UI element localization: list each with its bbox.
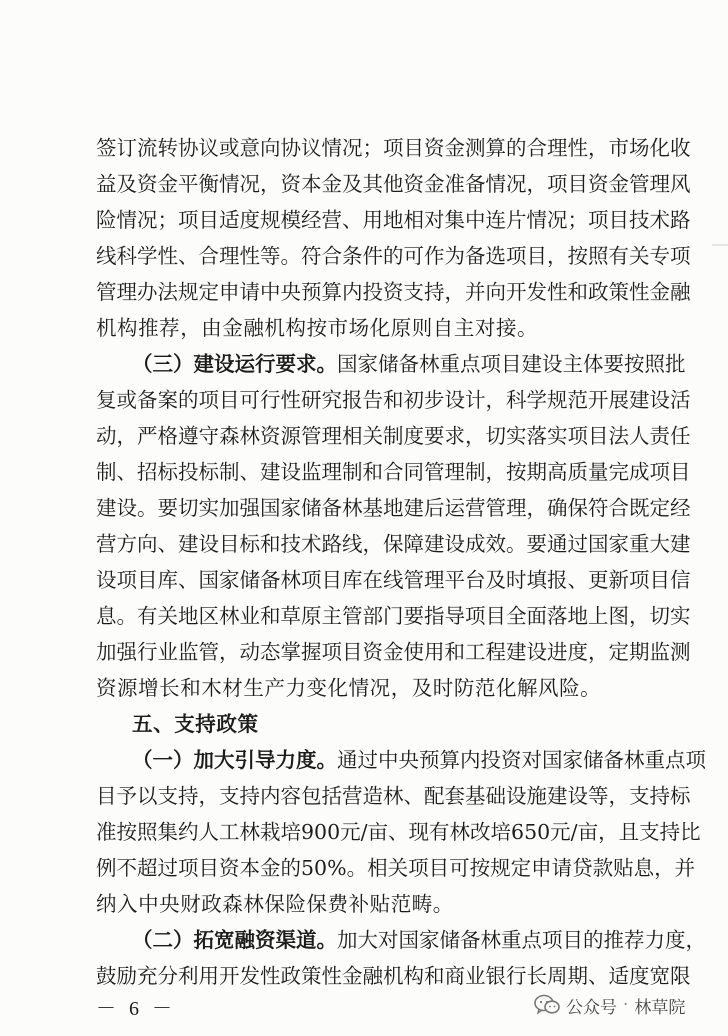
watermark-account: 林草院 (634, 997, 686, 1018)
text-line: 动，严格遵守森林资源管理相关制度要求，切实落实项目法人责任 (96, 424, 691, 448)
text-line: 鼓励充分利用开发性政策性金融机构和商业银行长周期、适度宽限 (96, 964, 691, 988)
text-line: 纳入中央财政森林保险保费补贴范畴。 (96, 892, 454, 916)
paragraph-title: （一）加大引导力度。 (132, 748, 337, 772)
text-line: 签订流转协议或意向协议情况；项目资金测算的合理性，市场化收 (96, 136, 691, 160)
text-line: 益及资金平衡情况，资本金及其他资金准备情况，项目资金管理风 (96, 172, 691, 196)
paragraph-text: 加大对国家储备林重点项目的推荐力度， (337, 928, 706, 952)
paragraph-text: 通过中央预算内投资对国家储备林重点项 (337, 748, 706, 772)
text-line: 息。有关地区林业和草原主管部门要指导项目全面落地上图，切实 (96, 604, 691, 628)
text-line: 营方向、建设目标和技术路线，保障建设成效。要通过国家重大建 (96, 532, 691, 556)
edge-shadow (712, 244, 728, 246)
text-line: 加强行业监管，动态掌握项目资金使用和工程建设进度，定期监测 (96, 640, 691, 664)
text-line: 制、招标投标制、建设监理制和合同管理制，按期高质量完成项目 (96, 460, 691, 484)
paragraph-text: 国家储备林重点项目建设主体要按照批 (337, 352, 686, 376)
paragraph-title: （二）拓宽融资渠道。 (132, 928, 337, 952)
text-line: 例不超过项目资本金的50%。相关项目可按规定申请贷款贴息，并 (96, 856, 696, 880)
text-line: 资源增长和木材生产力变化情况，及时防范化解风险。 (96, 676, 602, 700)
text-line: 机构推荐，由金融机构按市场化原则自主对接。 (96, 316, 539, 340)
section-heading: 五、支持政策 (132, 712, 259, 736)
text-line: 建设。要切实加强国家储备林基地建后运营管理，确保符合既定经 (96, 496, 691, 520)
text-line: 管理办法规定申请中央预算内投资支持，并向开发性和政策性金融 (96, 280, 691, 304)
watermark-label: 公众号 (566, 997, 617, 1018)
paragraph-title: （三）建设运行要求。 (132, 352, 337, 376)
text-line: 准按照集约人工林栽培900元/亩、现有林改培650元/亩，且支持比 (96, 820, 701, 844)
paragraph-first-line (132, 922, 706, 958)
text-line: 目予以支持，支持内容包括营造林、配套基础设施建设等，支持标 (96, 784, 691, 808)
watermark (534, 992, 685, 1018)
wechat-icon (534, 994, 560, 1016)
text-line: 险情况；项目适度规模经营、用地相对集中连片情况；项目技术路 (96, 208, 691, 232)
paragraph-first-line (132, 346, 686, 382)
text-line: 设项目库、国家储备林项目库在线管理平台及时填报、更新项目信 (96, 568, 691, 592)
watermark-separator: · (623, 995, 629, 1015)
page-number: － 6 － (96, 998, 176, 1020)
text-line: 复或备案的项目可行性研究报告和初步设计，科学规范开展建设活 (96, 388, 691, 412)
text-line: 线科学性、合理性等。符合条件的可作为备选项目，按照有关专项 (96, 244, 691, 268)
paragraph-first-line (132, 742, 706, 778)
